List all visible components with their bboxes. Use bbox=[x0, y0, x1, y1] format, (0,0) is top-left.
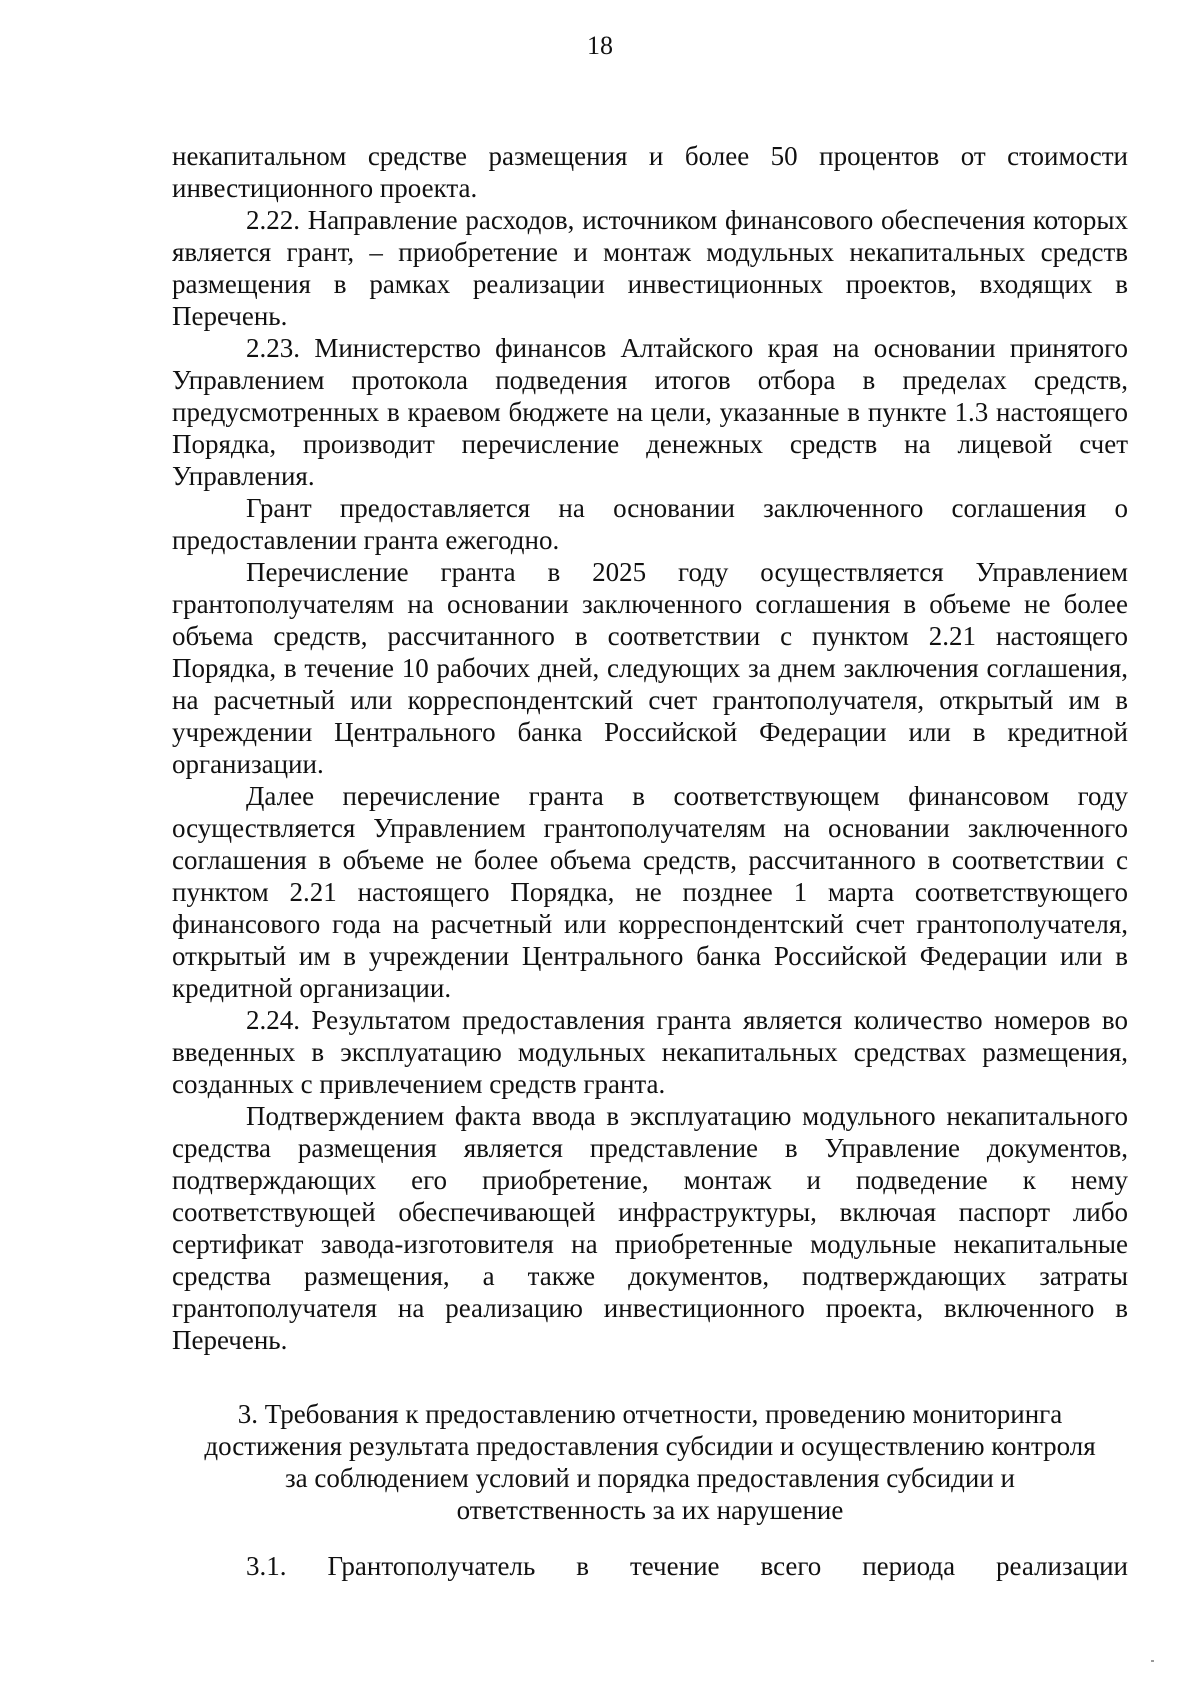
paragraph-continuation: некапитальном средстве размещения и более 50 процентов от стоимости инвестиционного проекта. bbox=[172, 141, 1128, 203]
paragraph-3-1: 3.1. Грантополучатель в течение всего периода реализации bbox=[246, 1551, 1128, 1581]
section-heading-line: достижения результата предоставления субсидии и осуществлению контроля bbox=[204, 1431, 1096, 1461]
section-heading bbox=[172, 1398, 1128, 1526]
paragraph-confirmation: Подтверждением факта ввода в эксплуатацию модульного некапитального средства размещения является представление в Управление документов, подтверждающих его приобретение, монтаж и подведение к нему соответствующей обеспечивающей инфраструктуры, включая паспорт либо сертификат завода-изготовителя на приобретенные модульные некапитальные средства размещения, а также документов, подтверждающих затраты грантополучателя на реализацию инвестиционного проекта, включенного в Перечень. bbox=[172, 1101, 1128, 1355]
paragraph-further-transfer: Далее перечисление гранта в соответствующем финансовом году осуществляется Управлением грантополучателям на основании заключенного соглашения в объеме не более объема средств, рассчитанного в соответствии с пунктом 2.21 настоящего Порядка, не позднее 1 марта соответствующего финансового года на расчетный или корреспондентский счет грантополучателя, открытый им в учреждении Центрального банка Российской Федерации или в кредитной организации. bbox=[172, 781, 1128, 1003]
paragraph-2-23: 2.23. Министерство финансов Алтайского края на основании принятого Управлением протокола подведения итогов отбора в пределах средств, предусмотренных в краевом бюджете на цели, указанные в пункте 1.3 настоящего Порядка, производит перечисление денежных средств на лицевой счет Управления. bbox=[172, 333, 1128, 491]
paragraph-grant-agreement: Грант предоставляется на основании заключенного соглашения о предоставлении гранта ежегодно. bbox=[172, 493, 1128, 555]
document-body bbox=[172, 140, 1128, 1356]
section-heading-line: ответственность за их нарушение bbox=[456, 1495, 844, 1525]
section-heading-line: 3. Требования к предоставлению отчетности, проведению мониторинга bbox=[237, 1399, 1063, 1429]
page-number: 18 bbox=[587, 31, 613, 60]
scan-artifact bbox=[1151, 1660, 1154, 1662]
section-heading-line: за соблюдением условий и порядка предоставления субсидии и bbox=[284, 1463, 1016, 1493]
paragraph-transfer-2025: Перечисление гранта в 2025 году осуществляется Управлением грантополучателям на основании заключенного соглашения в объеме не более объема средств, рассчитанного в соответствии с пунктом 2.21 настоящего Порядка, в течение 10 рабочих дней, следующих за днем заключения соглашения, на расчетный или корреспондентский счет грантополучателя, открытый им в учреждении Центрального банка Российской Федерации или в кредитной организации. bbox=[172, 557, 1128, 779]
paragraph-2-24: 2.24. Результатом предоставления гранта является количество номеров во введенных в эксплуатацию модульных некапитальных средствах размещения, созданных с привлечением средств гранта. bbox=[172, 1005, 1128, 1099]
paragraph-2-22: 2.22. Направление расходов, источником финансового обеспечения которых является грант, – приобретение и монтаж модульных некапитальных средств размещения в рамках реализации инвестиционных проектов, входящих в Перечень. bbox=[172, 205, 1128, 331]
